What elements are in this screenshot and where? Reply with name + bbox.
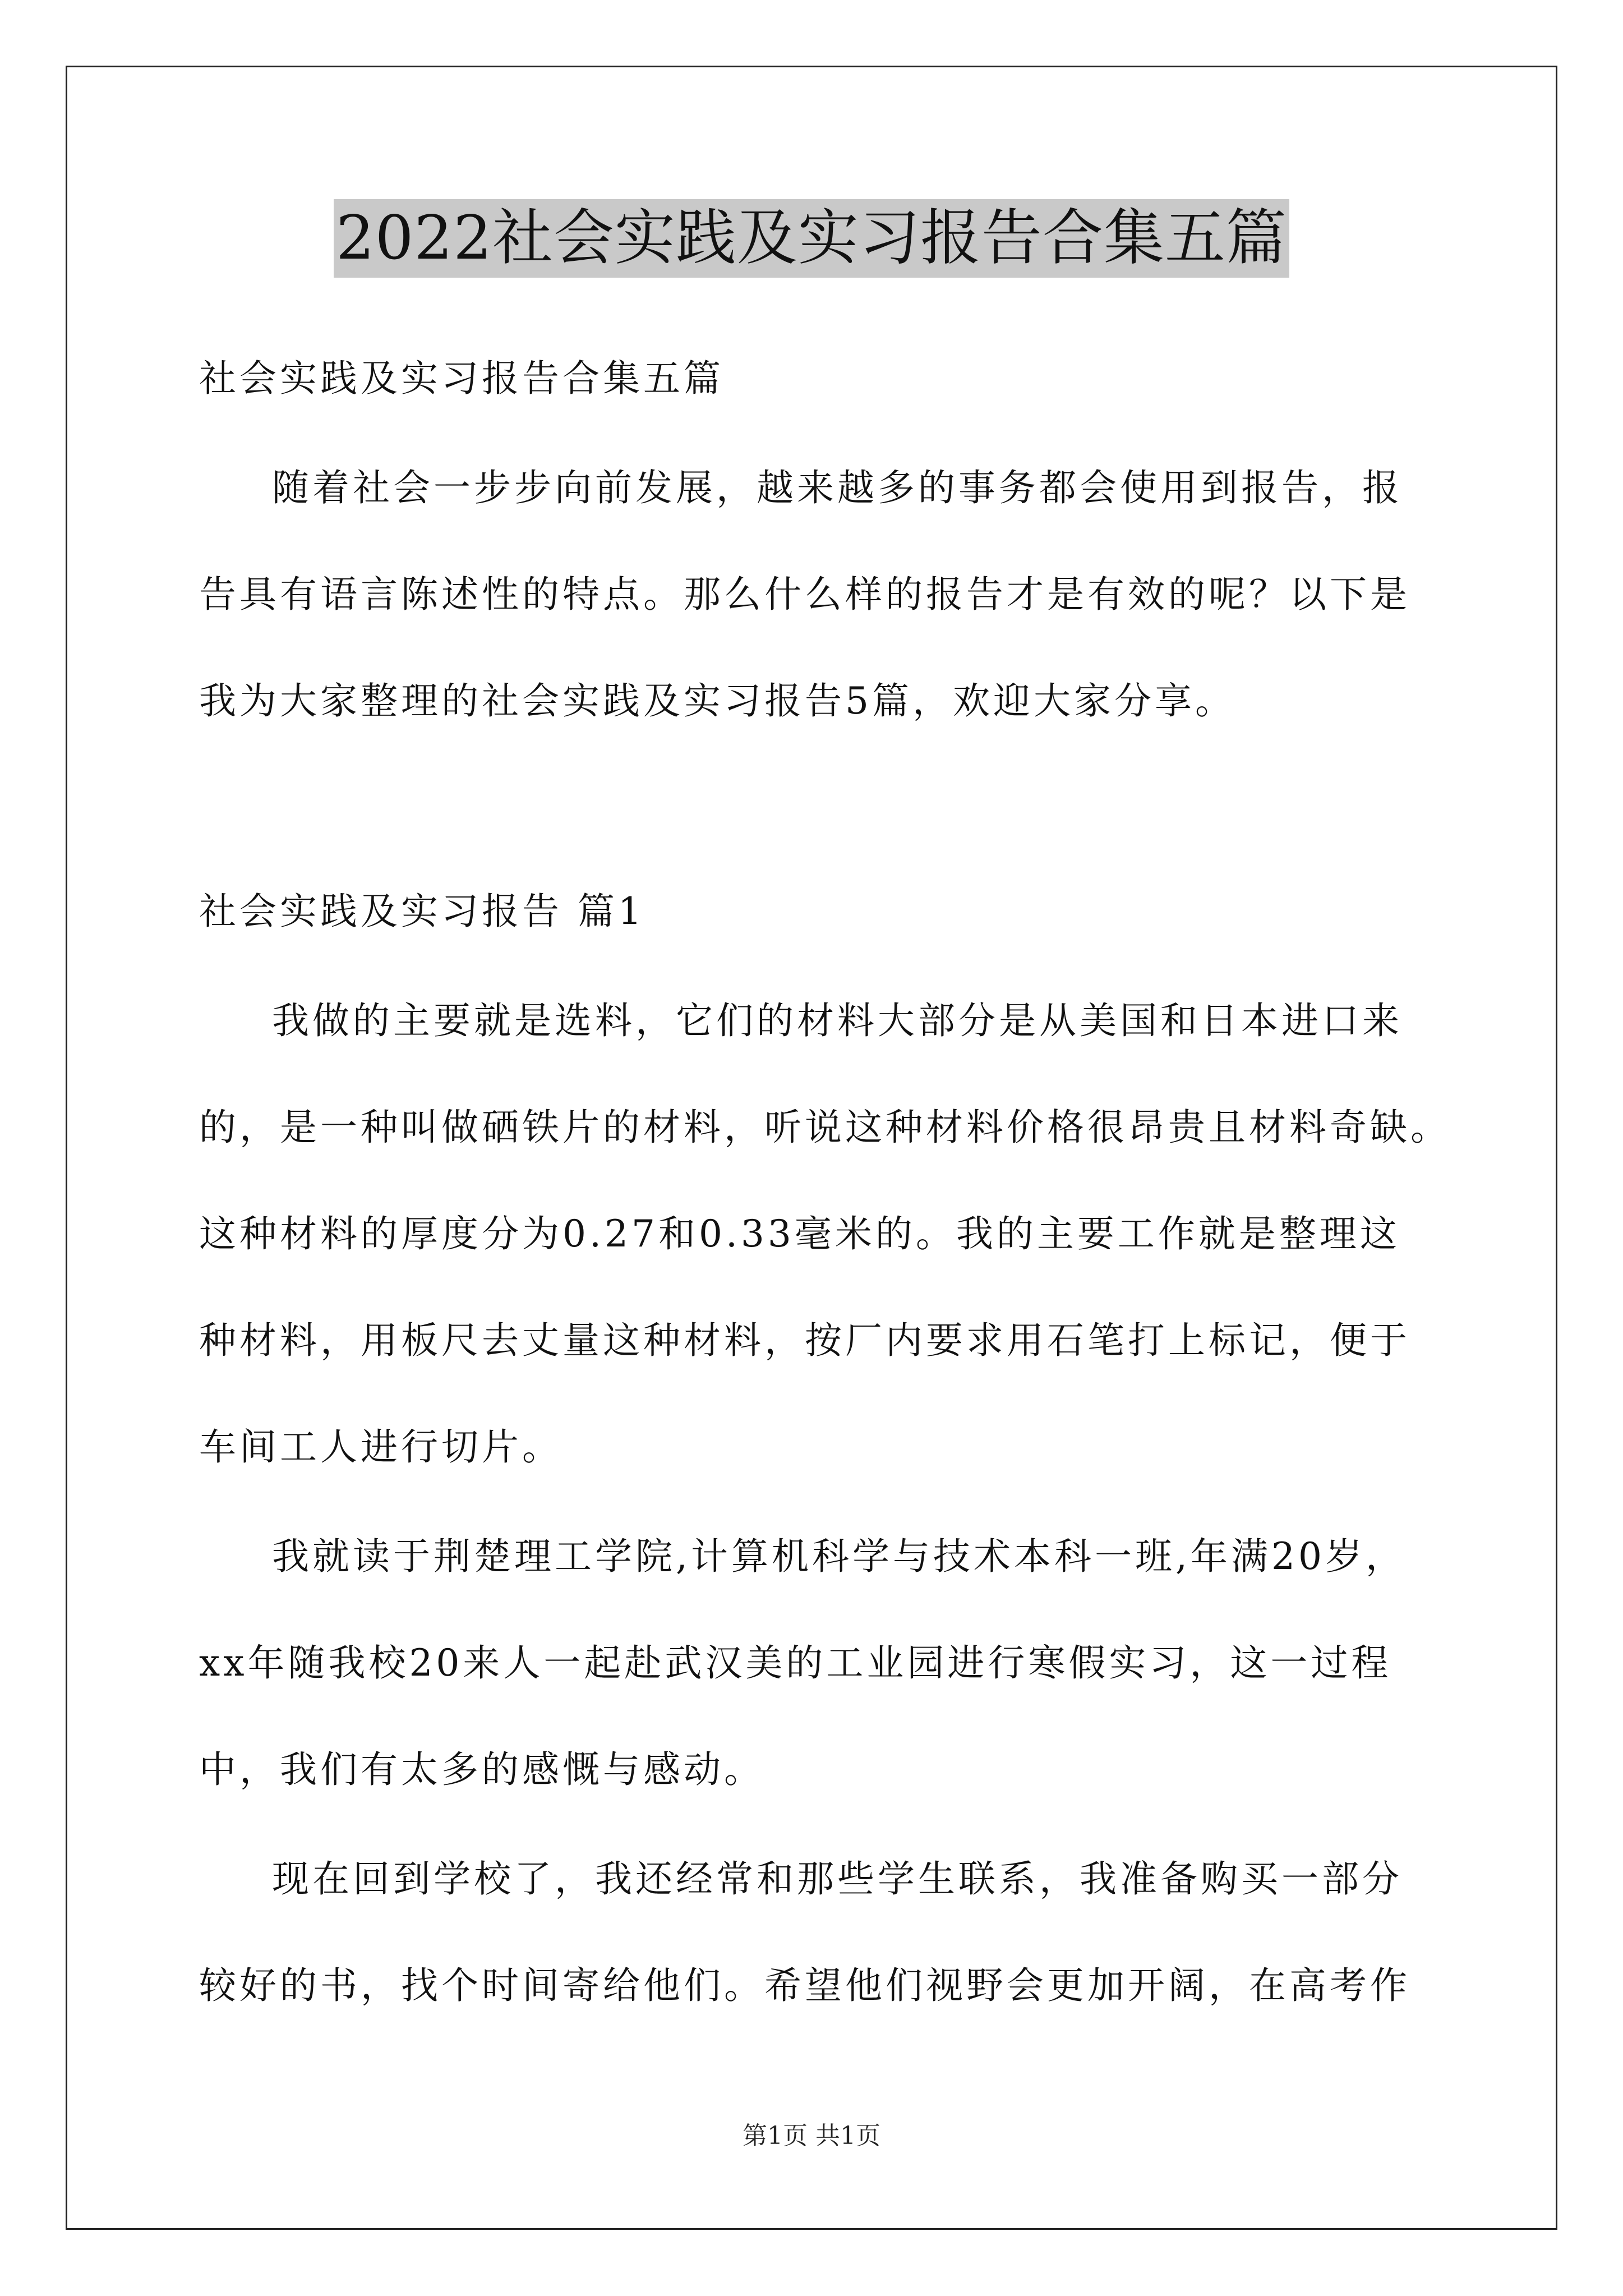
intro-line: 我为大家整理的社会实践及实习报告5篇，欢迎大家分享。: [199, 679, 1235, 723]
document-title: 2022社会实践及实习报告合集五篇: [334, 199, 1289, 278]
paragraph-line: 中，我们有太多的感慨与感动。: [199, 1748, 764, 1791]
paragraph-line: 的，是一种叫做硒铁片的材料，听说这种材料价格很昂贵且材料奇缺。: [199, 1106, 1451, 1149]
intro-line: 随着社会一步步向前发展，越来越多的事务都会使用到报告，报: [272, 466, 1403, 509]
intro-line: 告具有语言陈述性的特点。那么什么样的报告才是有效的呢？以下是: [199, 573, 1410, 616]
paragraph-line: 这种材料的厚度分为0.27和0.33毫米的。我的主要工作就是整理这: [199, 1212, 1400, 1255]
paragraph-line: 现在回到学校了，我还经常和那些学生联系，我准备购买一部分: [272, 1857, 1403, 1901]
document-subtitle: 社会实践及实习报告合集五篇: [199, 357, 724, 400]
paragraph-line: xx年随我校20来人一起赴武汉美的工业园进行寒假实习，这一过程: [199, 1641, 1392, 1685]
section-heading: 社会实践及实习报告 篇1: [199, 890, 645, 933]
title-container: [0, 199, 1623, 278]
paragraph-line: 较好的书，找个时间寄给他们。希望他们视野会更加开阔，在高考作: [199, 1964, 1410, 2007]
paragraph-line: 种材料，用板尺去丈量这种材料，按厂内要求用石笔打上标记，便于: [199, 1319, 1410, 1362]
paragraph-line: 我就读于荆楚理工学院,计算机科学与技术本科一班,年满20岁，: [272, 1535, 1406, 1578]
paragraph-line: 我做的主要就是选料，它们的材料大部分是从美国和日本进口来: [272, 999, 1403, 1042]
page-footer: 第1页 共1页: [743, 2122, 880, 2150]
paragraph-line: 车间工人进行切片。: [199, 1425, 562, 1469]
